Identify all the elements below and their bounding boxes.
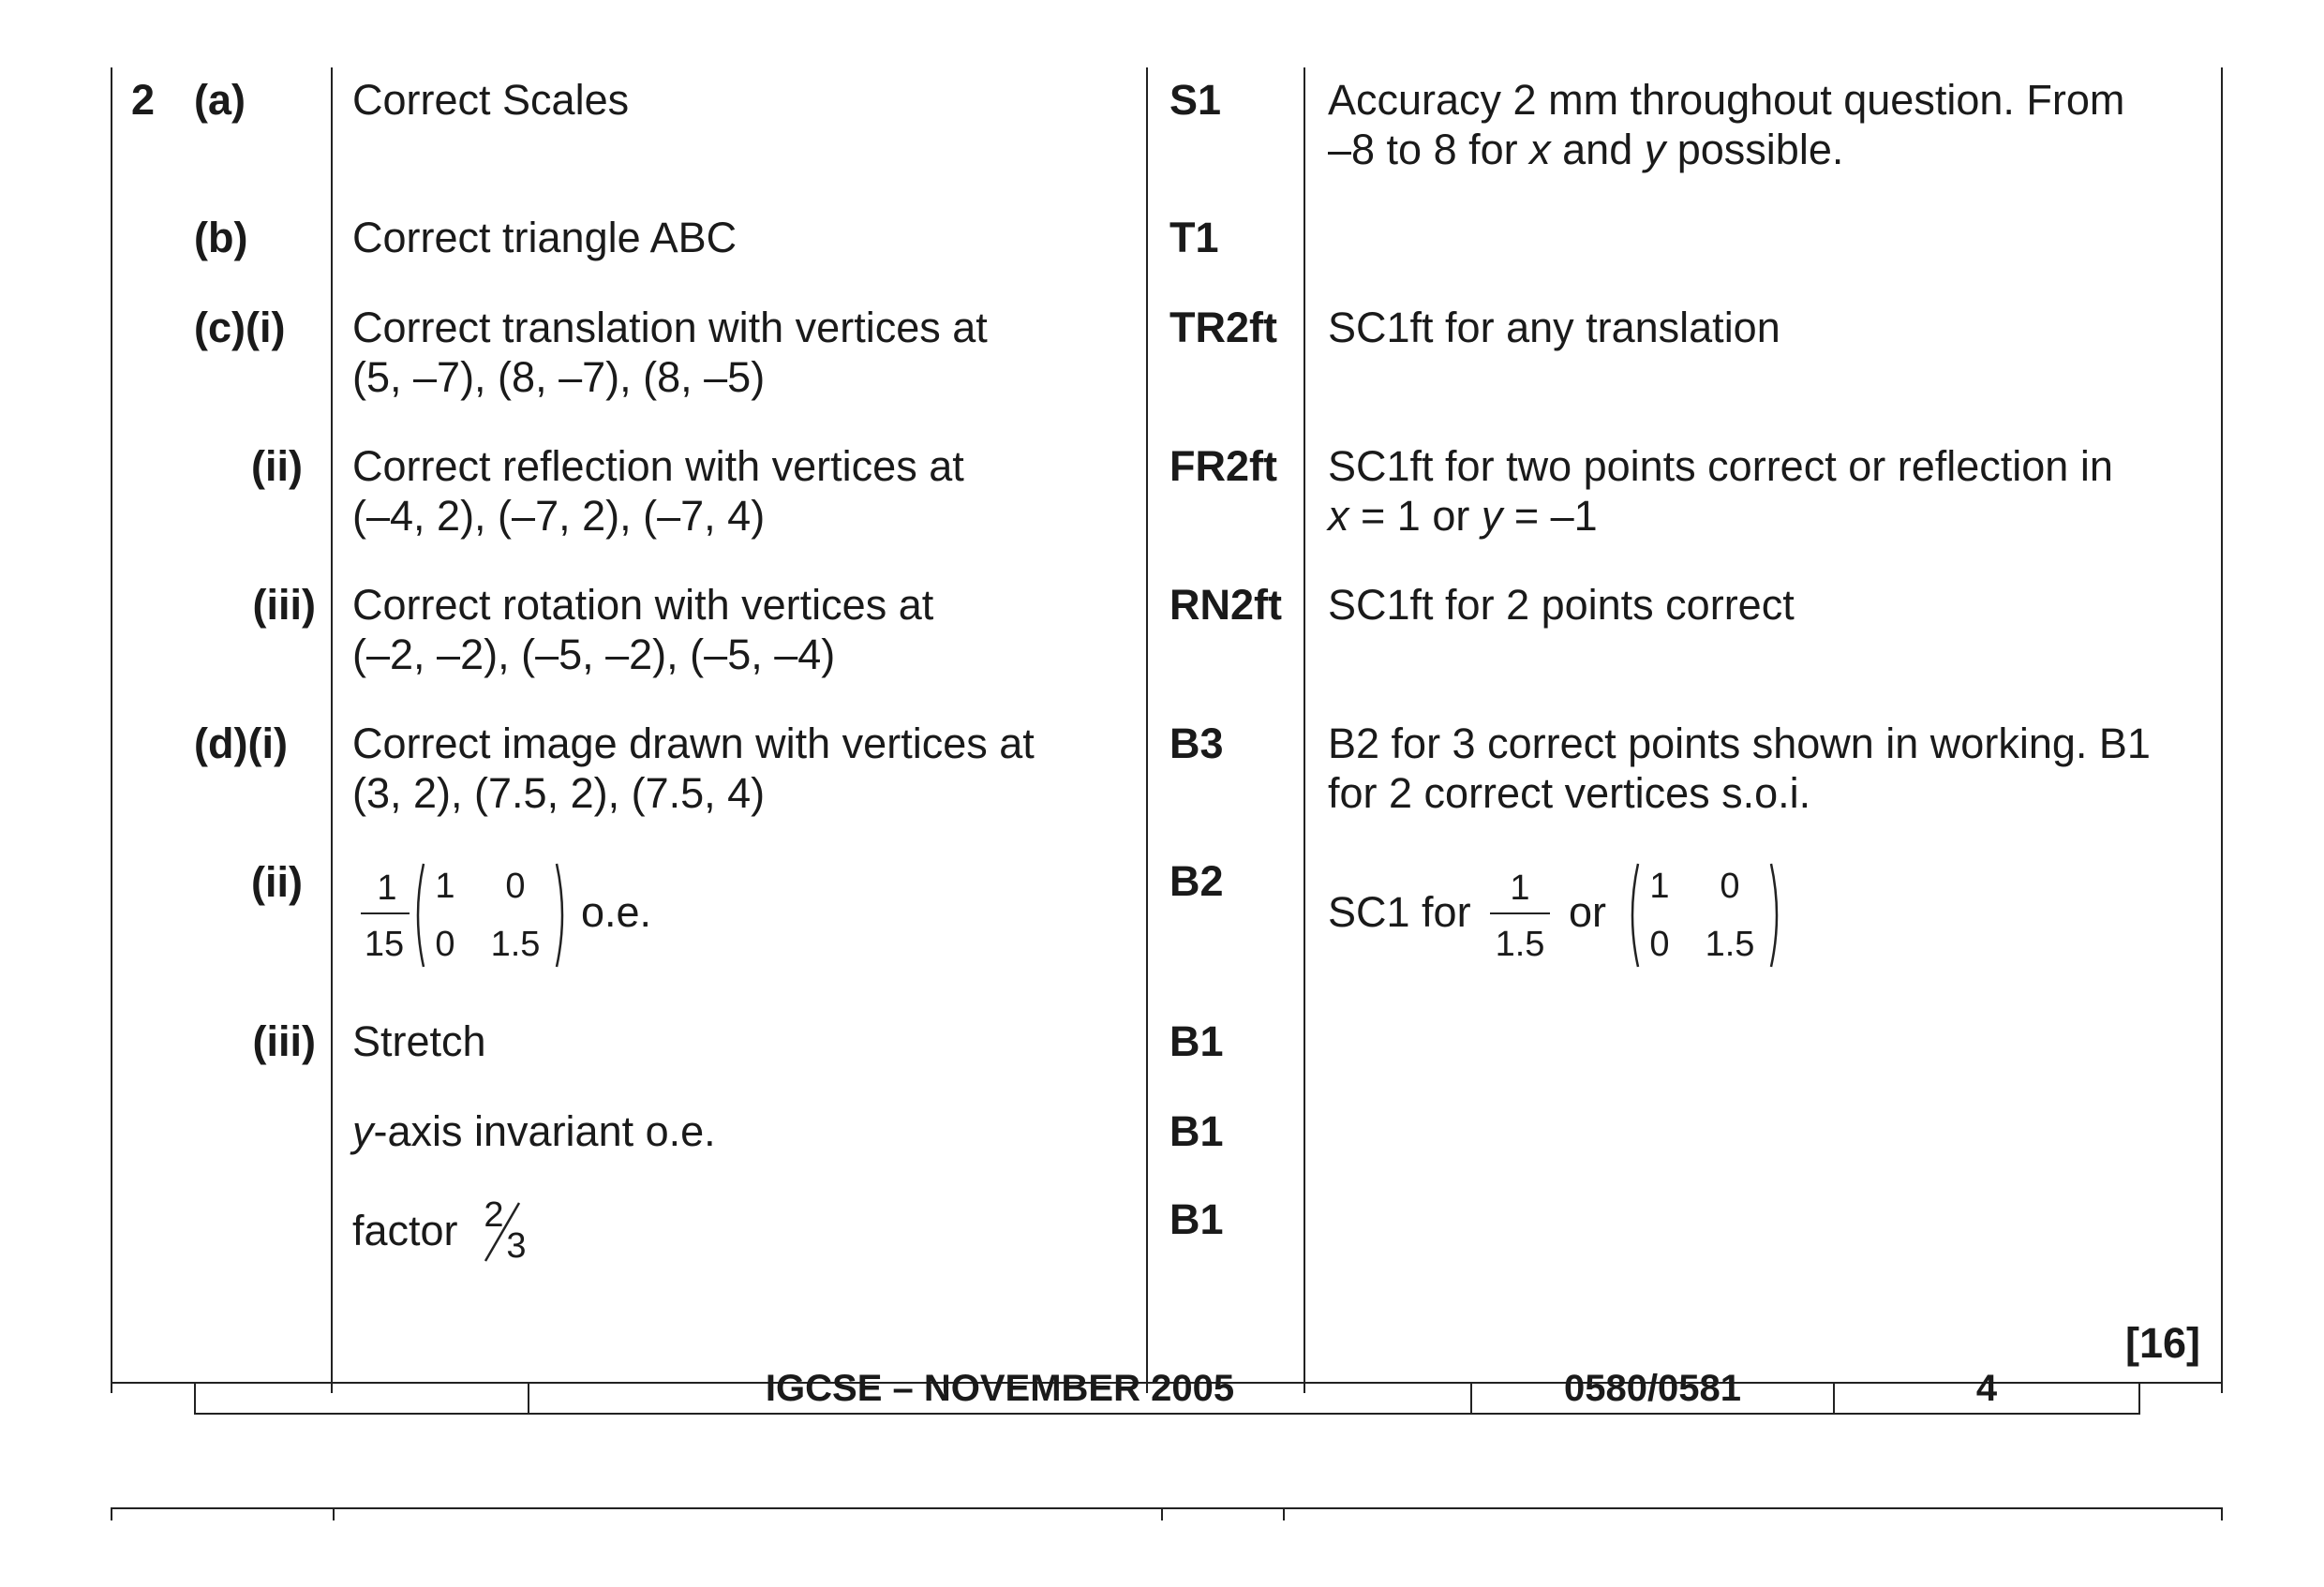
- notes-c-iii: SC1ft for 2 points correct: [1328, 581, 1795, 629]
- next-table-tick-4: [1283, 1507, 1285, 1520]
- notes-d-ii-prefix: SC1 for: [1328, 888, 1471, 936]
- notes-d-ii-or: or: [1569, 888, 1607, 936]
- answer-d-iii-factor-den: 3: [506, 1226, 527, 1266]
- notes-c-ii-line1: SC1ft for two points correct or reflection in: [1328, 442, 2113, 490]
- notes-c-i: SC1ft for any translation: [1328, 304, 1780, 351]
- mark-b: T1: [1169, 214, 1219, 261]
- part-label-d-ii: (ii): [251, 858, 303, 906]
- answer-a: Correct Scales: [352, 76, 630, 124]
- next-table-top-border: [111, 1507, 2223, 1509]
- table-border-left: [111, 67, 112, 1393]
- answer-d-i-line1: Correct image drawn with vertices at: [352, 719, 1035, 767]
- answer-d-ii-matrix-a: 1: [435, 867, 455, 906]
- answer-c-ii-line2: (–4, 2), (–7, 2), (–7, 4): [352, 492, 766, 540]
- next-table-tick-3: [1161, 1507, 1163, 1520]
- part-label-c-i: (c)(i): [194, 304, 286, 351]
- notes-d-ii-fraction-bar: [1490, 912, 1550, 914]
- notes-d-ii-matrix-c: 0: [1649, 925, 1670, 964]
- notes-d-ii-matrix-d: 1.5: [1705, 925, 1755, 964]
- answer-d-ii-matrix-b: 0: [505, 867, 526, 906]
- notes-d-ii-matrix-b: 0: [1720, 867, 1740, 906]
- next-table-tick-1: [111, 1507, 112, 1520]
- answer-d-ii-matrix-c: 0: [435, 925, 455, 964]
- mark-c-ii: FR2ft: [1169, 442, 1277, 490]
- answer-d-ii-fraction-num: 1: [377, 868, 397, 908]
- mark-a: S1: [1169, 76, 1222, 124]
- answer-b: Correct triangle ABC: [352, 214, 737, 261]
- mark-c-iii: RN2ft: [1169, 581, 1282, 629]
- next-table-tick-2: [333, 1507, 335, 1520]
- notes-d-ii-matrix-a: 1: [1649, 867, 1670, 906]
- answer-d-ii-suffix: o.e.: [581, 888, 652, 936]
- answer-d-iii-stretch: Stretch: [352, 1017, 486, 1065]
- part-label-d-iii: (iii): [252, 1017, 316, 1065]
- mark-d-iii-stretch: B1: [1169, 1017, 1224, 1065]
- answer-c-ii-line1: Correct reflection with vertices at: [352, 442, 964, 490]
- footer-syllabus: 0580/0581: [1563, 1370, 1742, 1403]
- answer-d-ii-fraction-den: 15: [364, 925, 405, 964]
- answer-c-iii-line2: (–2, –2), (–5, –2), (–5, –4): [352, 630, 836, 678]
- part-label-c-iii: (iii): [252, 581, 316, 629]
- answer-d-iii-factor-prefix: factor: [352, 1207, 458, 1254]
- footer-border-right: [2138, 1382, 2140, 1415]
- notes-a-line2: –8 to 8 for x and y possible.: [1328, 126, 1844, 173]
- question-total: [16]: [2124, 1319, 2200, 1367]
- answer-c-i-line2: (5, –7), (8, –7), (8, –5): [352, 353, 766, 401]
- mark-d-ii: B2: [1169, 857, 1224, 905]
- footer-page: 4: [1975, 1370, 1998, 1403]
- mark-d-i: B3: [1169, 719, 1224, 767]
- notes-c-ii-line2: x = 1 or y = –1: [1328, 492, 1598, 540]
- footer-border-left: [194, 1382, 196, 1415]
- part-label-b: (b): [194, 214, 248, 261]
- notes-a-line1: Accuracy 2 mm throughout question. From: [1328, 76, 2125, 124]
- answer-d-iii-invariant: y-axis invariant o.e.: [352, 1107, 716, 1155]
- notes-d-ii-fraction-num: 1: [1510, 868, 1530, 908]
- notes-d-i-line1: B2 for 3 correct points shown in working. B1: [1328, 719, 2151, 767]
- mark-d-iii-invariant: B1: [1169, 1107, 1224, 1155]
- table-divider-part: [331, 67, 333, 1393]
- table-divider-mark: [1304, 67, 1305, 1393]
- notes-d-i-line2: for 2 correct vertices s.o.i.: [1328, 769, 1811, 817]
- notes-d-ii-fraction-den: 1.5: [1495, 925, 1545, 964]
- table-border-right: [2221, 67, 2223, 1393]
- next-table-tick-5: [2221, 1507, 2223, 1520]
- answer-c-i-line1: Correct translation with vertices at: [352, 304, 988, 351]
- table-divider-answer: [1146, 67, 1148, 1393]
- answer-d-ii-fraction-bar: [361, 912, 410, 914]
- answer-d-i-line2: (3, 2), (7.5, 2), (7.5, 4): [352, 769, 766, 817]
- footer-exam: IGCSE – NOVEMBER 2005: [765, 1370, 1235, 1403]
- answer-d-ii-matrix-d: 1.5: [490, 925, 541, 964]
- answer-c-iii-line1: Correct rotation with vertices at: [352, 581, 934, 629]
- question-number: 2: [131, 76, 156, 124]
- part-label-a: (a): [194, 76, 246, 124]
- footer-bottom-border: [194, 1413, 2140, 1415]
- part-label-d-i: (d)(i): [194, 719, 288, 767]
- part-label-c-ii: (ii): [251, 442, 303, 490]
- answer-d-iii-factor-num: 2: [484, 1195, 504, 1235]
- mark-d-iii-factor: B1: [1169, 1195, 1224, 1243]
- mark-c-i: TR2ft: [1169, 304, 1277, 351]
